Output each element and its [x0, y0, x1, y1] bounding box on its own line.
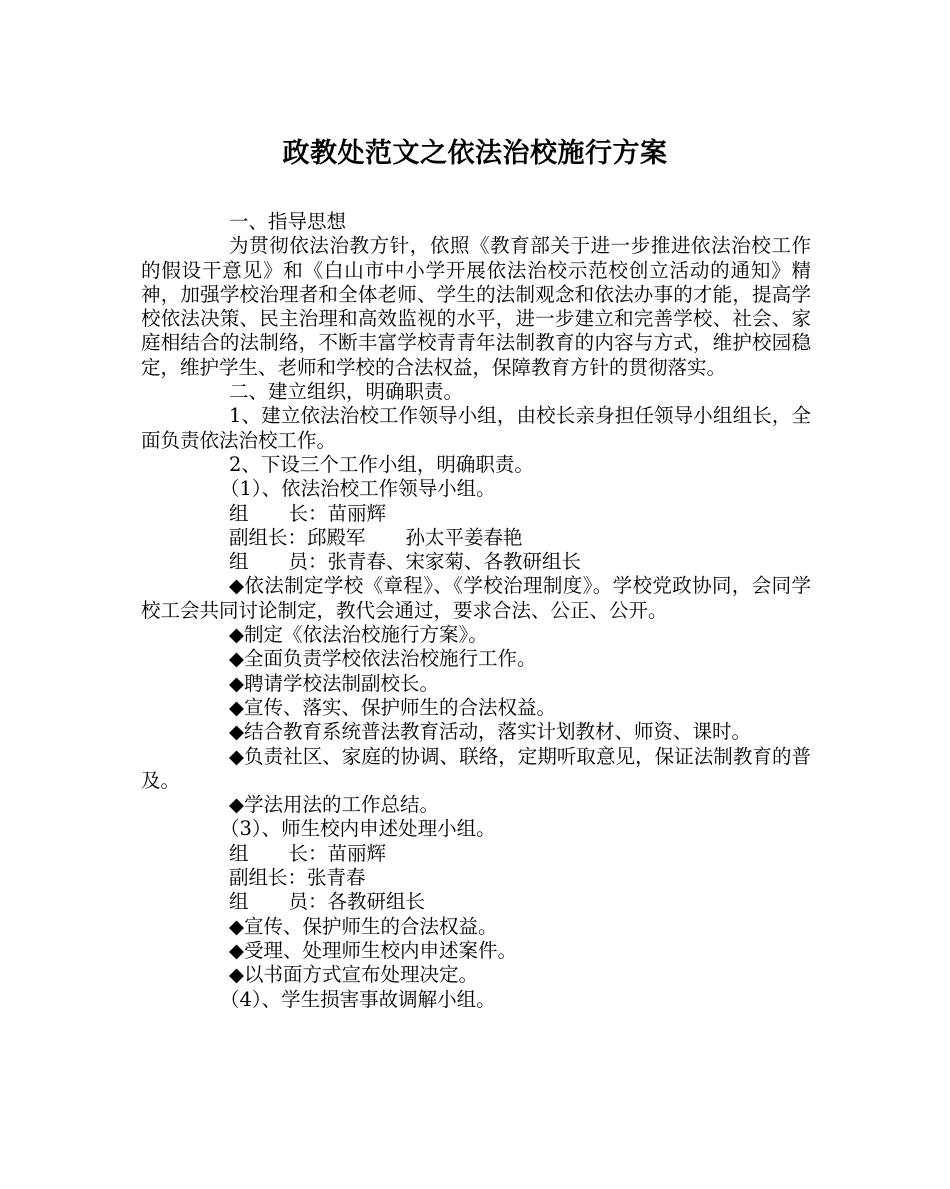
group-1-heading: （1）、依法治校工作领导小组。: [220, 477, 496, 501]
document-title: 政教处范文之依法治校施行方案: [282, 138, 668, 169]
group-1-duty-6: ◆结合教育系统普法教育活动，落实计划教材、师资、课时。: [229, 720, 751, 744]
group-3-duty-2: ◆受理、处理师生校内申述案件。: [229, 938, 517, 962]
group-1-duty-1: ◆依法制定学校《章程》、《学校治理制度》。学校党政协同，会同学校工会共同讨论制定，教代会通过，要求合法、公正、公开。: [141, 574, 811, 622]
group-1-leader: [141, 502, 811, 526]
paragraph-leading-group: 1、建立依法治校工作领导小组，由校长亲身担任领导小组组长，全面负责依法治校工作。: [141, 404, 811, 452]
section-heading-guiding-thought: 一、指导思想: [229, 210, 347, 233]
group-3-duty-3: ◆以书面方式宣布处理决定。: [229, 963, 478, 987]
group-1-duty-3: ◆全面负责学校依法治校施行工作。: [229, 647, 537, 671]
group-3-heading: （3）、师生校内申述处理小组。: [220, 817, 496, 841]
group-1-members-names: 员：张青春、宋家菊、各教研组长: [288, 550, 582, 574]
group-1-deputy-label: 副组长：邱殿军: [229, 525, 366, 549]
group-1-duty-2: ◆制定《依法治校施行方案》。: [229, 623, 488, 647]
group-3-members-names: 员：各教研组长: [288, 890, 426, 914]
group-3-members: [141, 890, 811, 914]
section-heading-organization: 二、建立组织，明确职责。: [229, 380, 464, 404]
group-3-duty-1: ◆宣传、保护师生的合法权益。: [229, 914, 498, 938]
group-1-deputy-names: 孙太平姜春艳: [405, 525, 523, 549]
group-3-leader: [141, 842, 811, 866]
group-1-duty-7: ◆负责社区、家庭的协调、联络，定期听取意见，保证法制教育的普及。: [141, 744, 811, 792]
group-1-duty-8: ◆学法用法的工作总结。: [229, 793, 439, 817]
group-3-leader-label: 组: [229, 841, 249, 865]
group-1-leader-name: 长：苗丽辉: [288, 501, 387, 525]
group-3-leader-name: 长：苗丽辉: [288, 841, 387, 865]
group-1-deputy: [141, 526, 811, 550]
group-1-duty-5: ◆宣传、落实、保护师生的合法权益。: [229, 695, 556, 719]
paragraph-three-groups: 2、下设三个工作小组，明确职责。: [229, 452, 534, 476]
group-1-members: [141, 550, 811, 574]
group-4-heading: （4）、学生损害事故调解小组。: [220, 987, 496, 1011]
group-1-leader-label: 组: [229, 501, 249, 525]
group-1-members-label: 组: [229, 550, 249, 574]
paragraph-guiding-thought: 为贯彻依法治教方针，依照《教育部关于进一步推进依法治校工作的假设干意见》和《白山市中小学开展依法治校示范校创立活动的通知》精神，加强学校治理者和全体老师、学生的法制观念和依法办事的才能，提高学校依法决策、民主治理和高效监视的水平，进一步建立和完善学校、社会、家庭相结合的法制络，不断丰富学校青青年法制教育的内容与方式，维护校园稳定，维护学生、老师和学校的合法权益，保障教育方针的贯彻落实。: [141, 234, 811, 379]
group-1-duty-4: ◆聘请学校法制副校长。: [229, 671, 439, 695]
group-3-members-label: 组: [229, 890, 249, 914]
group-3-deputy: 副组长：张青春: [229, 866, 366, 890]
document-body: [141, 210, 811, 1012]
